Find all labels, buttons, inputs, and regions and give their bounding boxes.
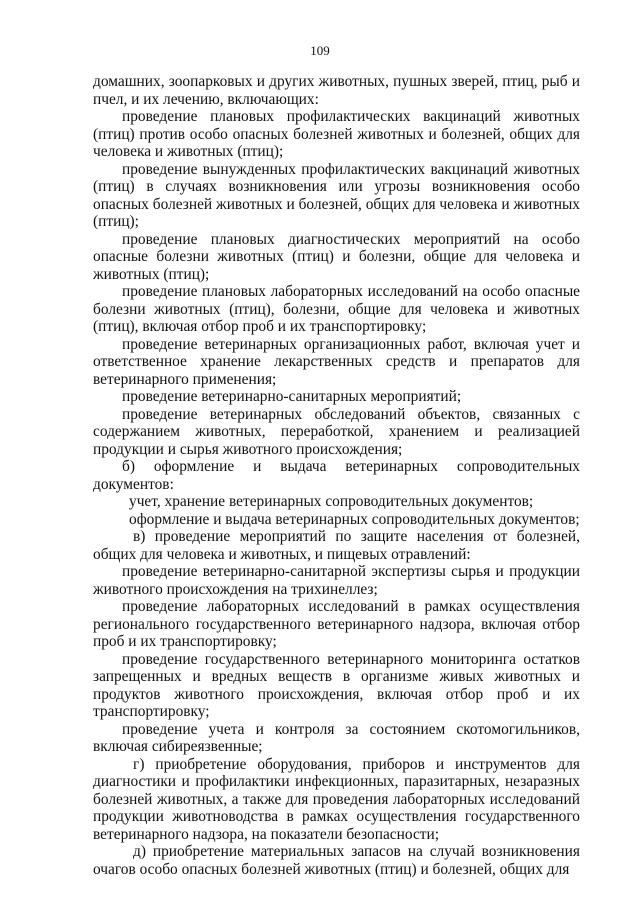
paragraph: проведение плановых диагностических мероприятий на особо опасные болезни животных (птиц) и болезни, общие для человека и животных (птиц); bbox=[93, 230, 580, 283]
paragraph: оформление и выдача ветеринарных сопроводительных документов; bbox=[129, 510, 580, 528]
document-body bbox=[93, 73, 580, 878]
paragraph: б) оформление и выдача ветеринарных сопроводительных документов: bbox=[93, 458, 580, 493]
paragraph: проведение лабораторных исследований в рамках осуществления регионального государственного ветеринарного надзора, включая отбор проб и их транспортировку; bbox=[93, 598, 580, 650]
paragraph: проведение ветеринарно-санитарных мероприятий; bbox=[122, 388, 462, 405]
paragraph: проведение ветеринарных организационных работ, включая учет и ответственное хранение лекарственных средств и препаратов для ветеринарного применения; bbox=[93, 335, 580, 388]
paragraph: проведение ветеринарных обследований объектов, связанных с содержанием животных, переработкой, хранением и реализацией продукции и сырья животного происхождения; bbox=[93, 405, 580, 458]
paragraph: д) приобретение материальных запасов на случай возникновения очагов особо опасных болезней животных (птиц) и болезней, общих для bbox=[93, 843, 580, 878]
paragraph: г) приобретение оборудования, приборов и инструментов для диагностики и профилактики инфекционных, паразитарных, незаразных болезней животных, а также для проведения лабораторных исследований продукции животноводства в рамках осуществления государственного ветеринарного надзора, на показатели безопасности; bbox=[93, 755, 580, 843]
paragraph: проведение плановых профилактических вакцинаций животных (птиц) против особо опасных болезней животных и болезней, общих для человека и животных (птиц); bbox=[93, 108, 580, 160]
paragraph: домашних, зоопарковых и других животных, пушных зверей, птиц, рыб и пчел, и их лечению, включающих: bbox=[93, 73, 580, 108]
paragraph: учет, хранение ветеринарных сопроводительных документов; bbox=[129, 493, 534, 510]
page-number: 109 bbox=[310, 43, 330, 58]
paragraph: в) проведение мероприятий по защите населения от болезней, общих для человека и животных, и пищевых отравлений: bbox=[93, 528, 580, 563]
paragraph: проведение государственного ветеринарного мониторинга остатков запрещенных и вредных веществ в организме живых животных и продуктов животного происхождения, включая отбор проб и их транспортировку; bbox=[93, 650, 580, 720]
paragraph: проведение плановых лабораторных исследований на особо опасные болезни животных (птиц), болезни, общие для человека и животных (птиц), включая отбор проб и их транспортировку; bbox=[93, 283, 580, 335]
paragraph: проведение ветеринарно-санитарной экспертизы сырья и продукции животного происхождения на трихинеллез; bbox=[93, 563, 580, 598]
paragraph: проведение учета и контроля за состоянием скотомогильников, включая сибиреязвенные; bbox=[93, 720, 580, 755]
paragraph: проведение вынужденных профилактических вакцинаций животных (птиц) в случаях возникновения или угрозы возникновения особо опасных болезней животных и болезней, общих для человека и животных (птиц); bbox=[93, 160, 580, 230]
